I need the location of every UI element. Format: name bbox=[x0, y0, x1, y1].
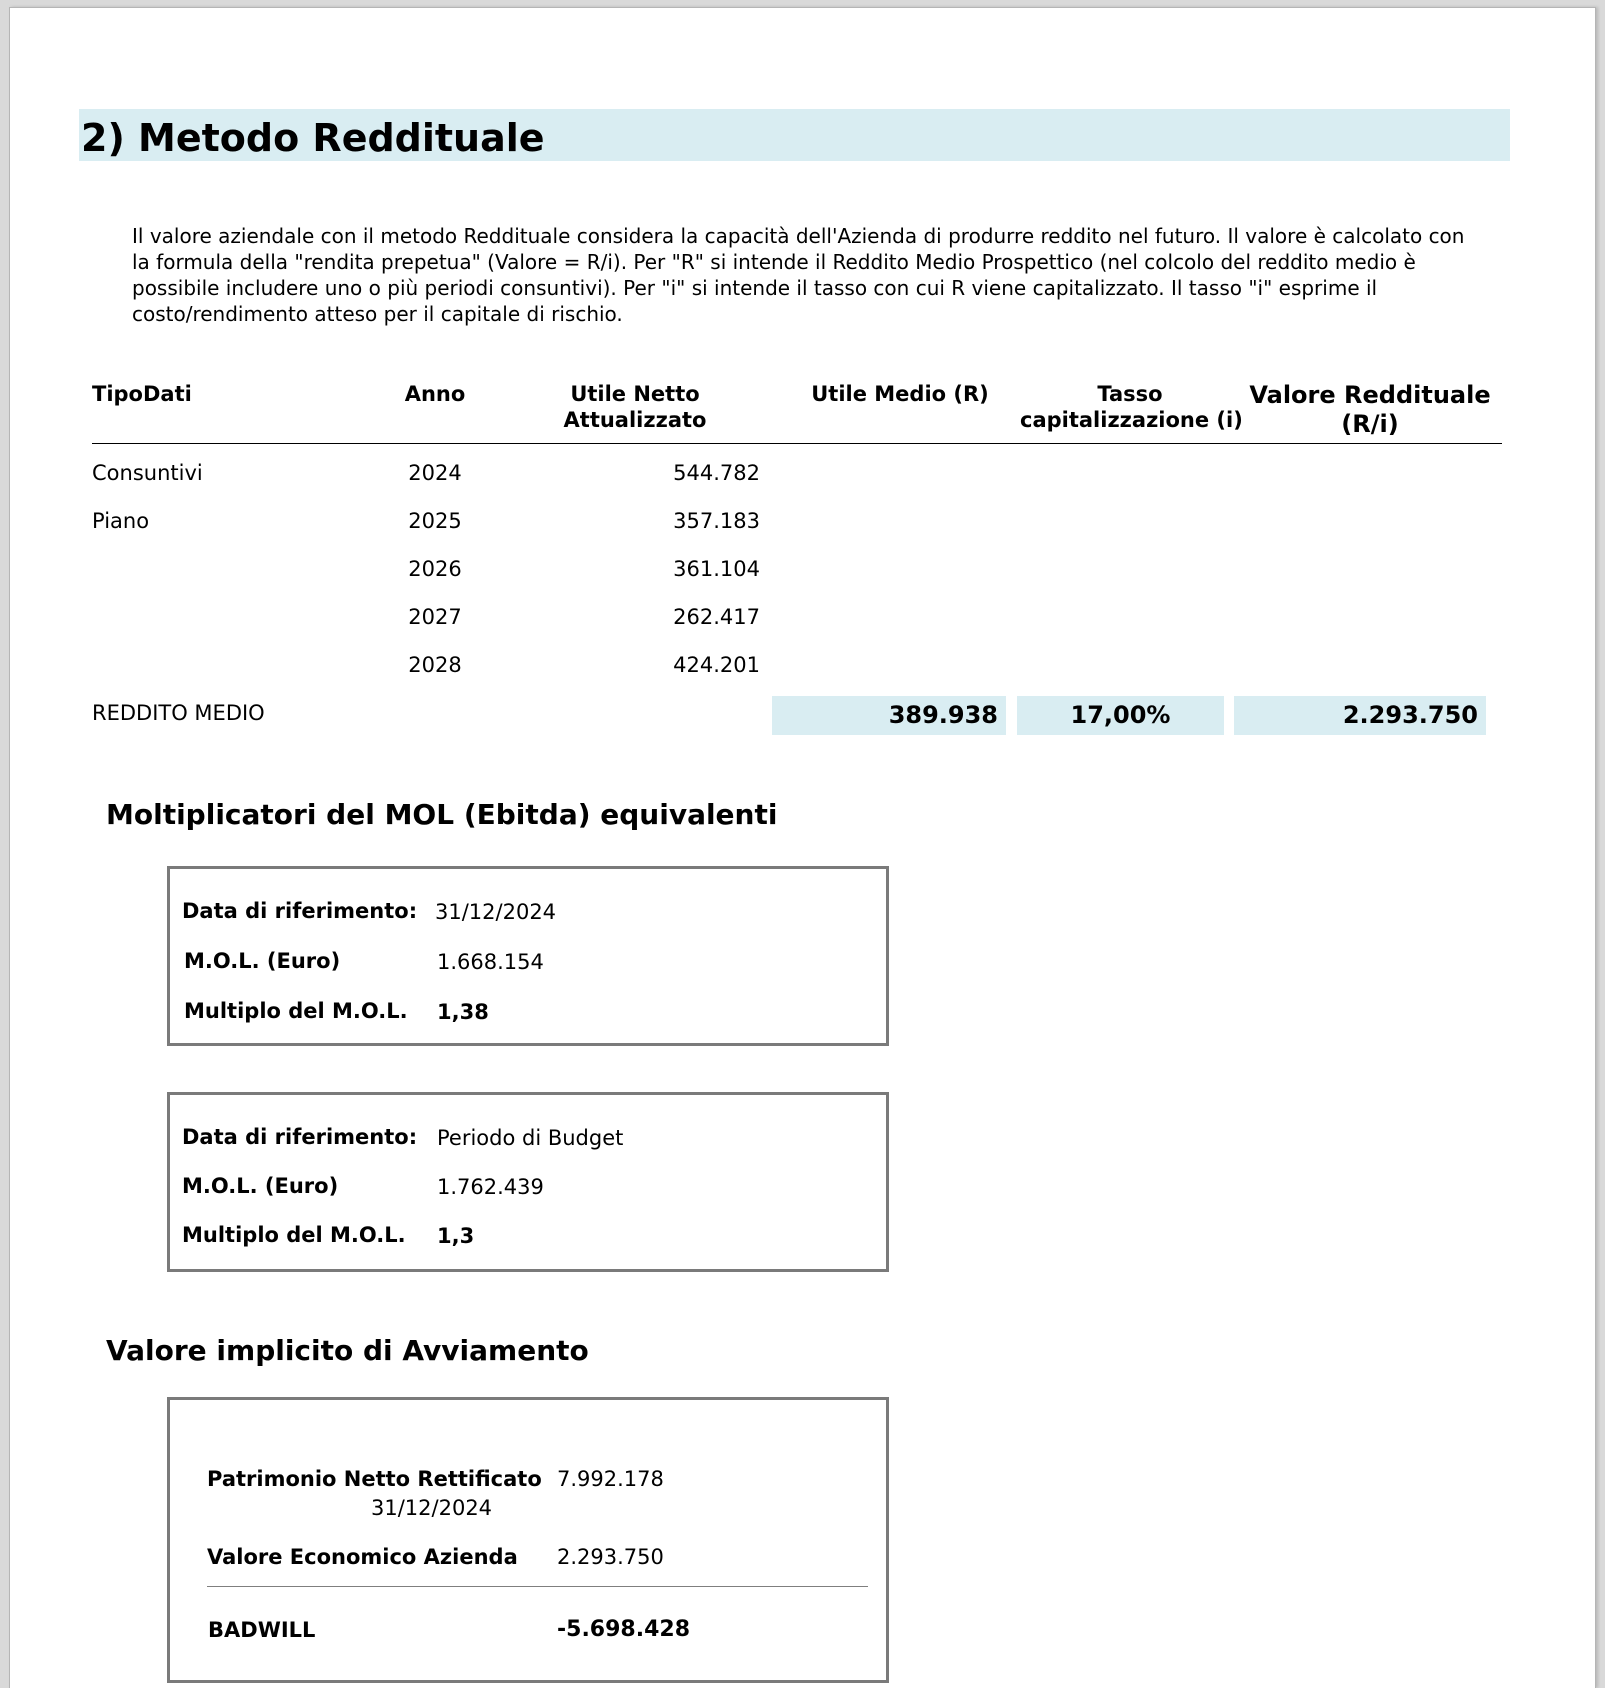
total-valore-reddituale: 2.293.750 bbox=[1234, 696, 1486, 735]
row-2-tipo: Piano bbox=[92, 509, 150, 533]
mol-box-2-mol-value: 1.762.439 bbox=[437, 1175, 544, 1199]
mol-section-title: Moltiplicatori del MOL (Ebitda) equivalenti bbox=[106, 798, 778, 831]
vea-value: 2.293.750 bbox=[557, 1545, 664, 1569]
intro-paragraph: Il valore aziendale con il metodo Reddituale considera la capacità dell'Azienda di produrre reddito nel futuro. Il valore è calcolato con la formula della "rendita prepetua" (Valore = R/i). Per "R" si intende il Reddito Medio Prospettico (nel colcolo del reddito medio è possibile includere uno o più periodi consuntivi). Per "i" si intende il tasso con cui R viene capitalizzato. Il tasso "i" esprime il costo/rendimento atteso per il capitale di rischio. bbox=[132, 224, 1465, 326]
mol-box-1-mol-label: M.O.L. (Euro) bbox=[184, 949, 341, 973]
total-utile-medio: 389.938 bbox=[772, 696, 1006, 735]
header-valore-line2: (R/i) bbox=[1341, 410, 1399, 438]
pn-date: 31/12/2024 bbox=[371, 1496, 493, 1520]
mol-box-2-mult-label: Multiplo del M.O.L. bbox=[182, 1223, 406, 1247]
header-anno: Anno bbox=[404, 382, 466, 406]
avviamento-section-title: Valore implicito di Avviamento bbox=[106, 1334, 589, 1367]
badwill-value: -5.698.428 bbox=[557, 1617, 690, 1642]
header-utile-netto-line1: Utile Netto bbox=[570, 382, 700, 406]
row-2-utile: 357.183 bbox=[673, 509, 760, 533]
row-1-tipo: Consuntivi bbox=[92, 461, 203, 485]
mol-box-2 bbox=[167, 1092, 889, 1272]
mol-box-2-data-value: Periodo di Budget bbox=[437, 1126, 624, 1150]
table-header-divider bbox=[92, 443, 1502, 444]
avviamento-divider bbox=[207, 1586, 868, 1587]
row-3-anno: 2026 bbox=[408, 557, 462, 581]
mol-box-1-mult-label: Multiplo del M.O.L. bbox=[184, 999, 408, 1023]
row-3-utile: 361.104 bbox=[673, 557, 760, 581]
badwill-label: BADWILL bbox=[208, 1618, 316, 1642]
pn-value: 7.992.178 bbox=[557, 1467, 664, 1491]
vea-label: Valore Economico Azienda bbox=[207, 1545, 518, 1569]
header-tipo-dati: TipoDati bbox=[92, 382, 192, 406]
row-5-anno: 2028 bbox=[408, 653, 462, 677]
pn-label: Patrimonio Netto Rettificato bbox=[207, 1467, 542, 1491]
mol-box-1-data-value: 31/12/2024 bbox=[435, 900, 557, 924]
row-2-anno: 2025 bbox=[408, 509, 462, 533]
mol-box-2-mult-value: 1,3 bbox=[437, 1224, 475, 1248]
section-title: 2) Metodo Reddituale bbox=[81, 116, 545, 160]
total-label: REDDITO MEDIO bbox=[92, 701, 265, 725]
header-tasso-line1: Tasso bbox=[1097, 382, 1163, 406]
mol-box-2-data-label: Data di riferimento: bbox=[182, 1125, 418, 1149]
avviamento-box bbox=[167, 1397, 889, 1683]
row-1-utile: 544.782 bbox=[673, 461, 760, 485]
header-tasso-line2: capitalizzazione (i) bbox=[1020, 408, 1243, 432]
row-1-anno: 2024 bbox=[408, 461, 462, 485]
total-tasso: 17,00% bbox=[1017, 696, 1224, 735]
mol-box-1-data-label: Data di riferimento: bbox=[182, 899, 418, 923]
row-4-utile: 262.417 bbox=[673, 605, 760, 629]
header-utile-netto-line2: Attualizzato bbox=[563, 408, 707, 432]
header-utile-medio: Utile Medio (R) bbox=[811, 382, 989, 406]
mol-box-1-mol-value: 1.668.154 bbox=[437, 950, 544, 974]
document-page bbox=[9, 7, 1596, 1688]
row-4-anno: 2027 bbox=[408, 605, 462, 629]
header-valore-line1: Valore Reddituale bbox=[1249, 381, 1491, 409]
mol-box-1-mult-value: 1,38 bbox=[437, 1000, 489, 1024]
row-5-utile: 424.201 bbox=[673, 653, 760, 677]
mol-box-2-mol-label: M.O.L. (Euro) bbox=[182, 1174, 339, 1198]
mol-box-1 bbox=[167, 866, 889, 1046]
